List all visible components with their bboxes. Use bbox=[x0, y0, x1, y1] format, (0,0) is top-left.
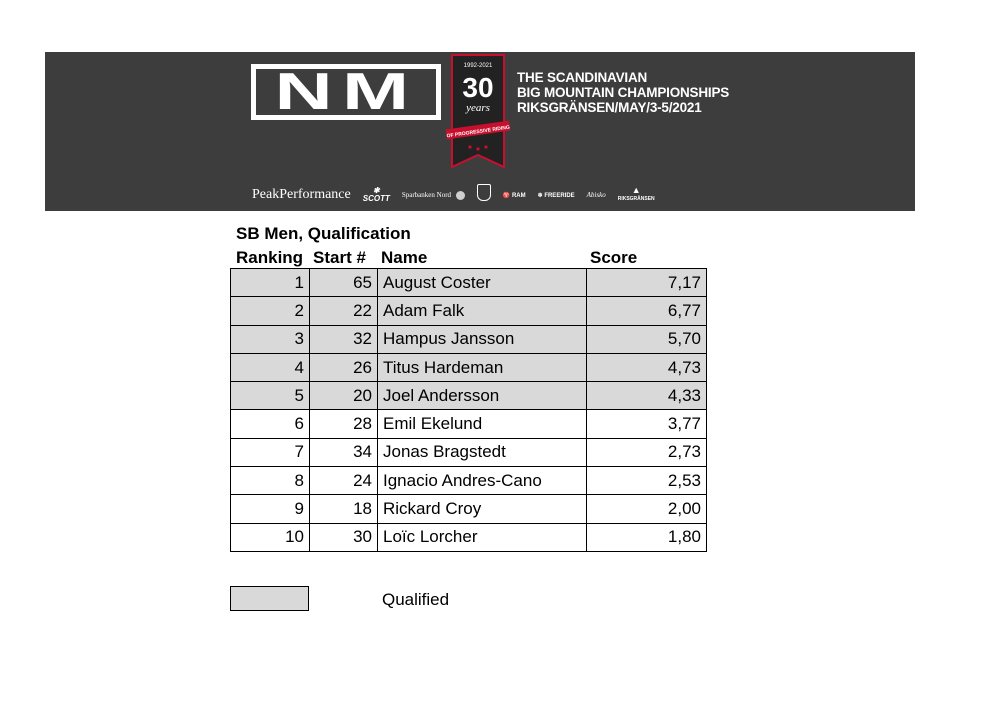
name-cell: Loïc Lorcher bbox=[378, 523, 587, 551]
page-title: SB Men, Qualification bbox=[236, 224, 411, 243]
header-start: Start # bbox=[313, 248, 366, 267]
rank-cell: 9 bbox=[231, 495, 310, 523]
legend-qualified-label: Qualified bbox=[382, 590, 450, 609]
start-cell: 65 bbox=[310, 269, 378, 297]
start-cell: 22 bbox=[310, 297, 378, 325]
table-row bbox=[231, 467, 707, 495]
sponsor-crest bbox=[477, 184, 491, 206]
score-cell: 6,77 bbox=[587, 297, 707, 325]
start-cell: 34 bbox=[310, 438, 378, 466]
start-cell: 20 bbox=[310, 382, 378, 410]
table-row bbox=[231, 523, 707, 551]
score-cell: 7,17 bbox=[587, 269, 707, 297]
sponsor-abisko: Abisko bbox=[586, 191, 606, 199]
header-name: Name bbox=[381, 248, 428, 267]
mountain-icon: ▲ bbox=[631, 185, 641, 195]
score-cell: 4,33 bbox=[587, 382, 707, 410]
table-row bbox=[231, 495, 707, 523]
sponsor-scott-label: SCOTT bbox=[362, 194, 390, 203]
table-row bbox=[231, 325, 707, 353]
rank-cell: 3 bbox=[231, 325, 310, 353]
sponsor-riksgransen bbox=[618, 187, 655, 203]
event-banner bbox=[45, 52, 915, 211]
sponsor-sparbanken-label: Sparbanken Nord bbox=[401, 190, 452, 199]
header-score: Score bbox=[590, 248, 638, 267]
name-cell: Ignacio Andres-Cano bbox=[378, 467, 587, 495]
start-cell: 18 bbox=[310, 495, 378, 523]
table-row bbox=[231, 297, 707, 325]
table-row bbox=[231, 382, 707, 410]
ribbon-tagline: OF PROGRESSIVE RIDING bbox=[446, 124, 511, 140]
event-line-3: RIKSGRÄNSEN/MAY/3-5/2021 bbox=[517, 100, 702, 115]
start-cell: 28 bbox=[310, 410, 378, 438]
ribbon-number: 30 bbox=[462, 72, 494, 103]
sponsor-ram-label: RAM bbox=[511, 192, 526, 199]
nm-logo-text: NM bbox=[274, 63, 418, 121]
rank-cell: 5 bbox=[231, 382, 310, 410]
name-cell: Jonas Bragstedt bbox=[378, 438, 587, 466]
sparbanken-icon bbox=[456, 191, 465, 200]
sponsor-scott bbox=[363, 187, 390, 203]
sponsor-freeride bbox=[538, 192, 575, 199]
event-title bbox=[517, 70, 729, 115]
scott-icon: ✱ bbox=[372, 186, 380, 195]
score-cell: 4,73 bbox=[587, 353, 707, 381]
anniversary-ribbon bbox=[446, 55, 511, 175]
score-cell: 5,70 bbox=[587, 325, 707, 353]
rank-cell: 8 bbox=[231, 467, 310, 495]
name-cell: Titus Hardeman bbox=[378, 353, 587, 381]
table-row bbox=[231, 269, 707, 297]
ram-icon: ♈ bbox=[502, 192, 511, 199]
legend-qualified-swatch bbox=[230, 586, 309, 611]
score-cell: 2,00 bbox=[587, 495, 707, 523]
sponsor-sparbanken bbox=[402, 191, 465, 200]
results-table bbox=[230, 268, 707, 552]
table-row bbox=[231, 438, 707, 466]
rank-cell: 7 bbox=[231, 438, 310, 466]
nm-logo bbox=[251, 64, 441, 120]
score-cell: 2,73 bbox=[587, 438, 707, 466]
rank-cell: 6 bbox=[231, 410, 310, 438]
start-cell: 30 bbox=[310, 523, 378, 551]
sponsor-riksgransen-label: RIKSGRÄNSEN bbox=[617, 196, 655, 202]
score-cell: 1,80 bbox=[587, 523, 707, 551]
name-cell: Emil Ekelund bbox=[378, 410, 587, 438]
snowflake-icon: ❄ bbox=[537, 192, 543, 199]
name-cell: Hampus Jansson bbox=[378, 325, 587, 353]
sponsor-freeride-label: FREERIDE bbox=[544, 192, 575, 199]
results-table-body bbox=[231, 269, 707, 552]
header-ranking: Ranking bbox=[236, 248, 304, 267]
sponsor-strip bbox=[252, 185, 667, 205]
rank-cell: 10 bbox=[231, 523, 310, 551]
name-cell: Adam Falk bbox=[378, 297, 587, 325]
start-cell: 26 bbox=[310, 353, 378, 381]
table-row bbox=[231, 353, 707, 381]
name-cell: Rickard Croy bbox=[378, 495, 587, 523]
crest-icon bbox=[477, 184, 491, 201]
event-line-2: BIG MOUNTAIN CHAMPIONSHIPS bbox=[517, 85, 730, 100]
start-cell: 32 bbox=[310, 325, 378, 353]
rank-cell: 4 bbox=[231, 353, 310, 381]
event-line-1: THE SCANDINAVIAN bbox=[517, 70, 648, 85]
rank-cell: 2 bbox=[231, 297, 310, 325]
score-cell: 2,53 bbox=[587, 467, 707, 495]
start-cell: 24 bbox=[310, 467, 378, 495]
ribbon-word: years bbox=[466, 102, 490, 114]
table-row bbox=[231, 410, 707, 438]
sponsor-peak-performance: PeakPerformance bbox=[252, 187, 351, 202]
sponsor-ram bbox=[503, 192, 526, 199]
ribbon-years-range: 1992-2021 bbox=[463, 63, 493, 69]
score-cell: 3,77 bbox=[587, 410, 707, 438]
name-cell: Joel Andersson bbox=[378, 382, 587, 410]
name-cell: August Coster bbox=[378, 269, 587, 297]
rank-cell: 1 bbox=[231, 269, 310, 297]
